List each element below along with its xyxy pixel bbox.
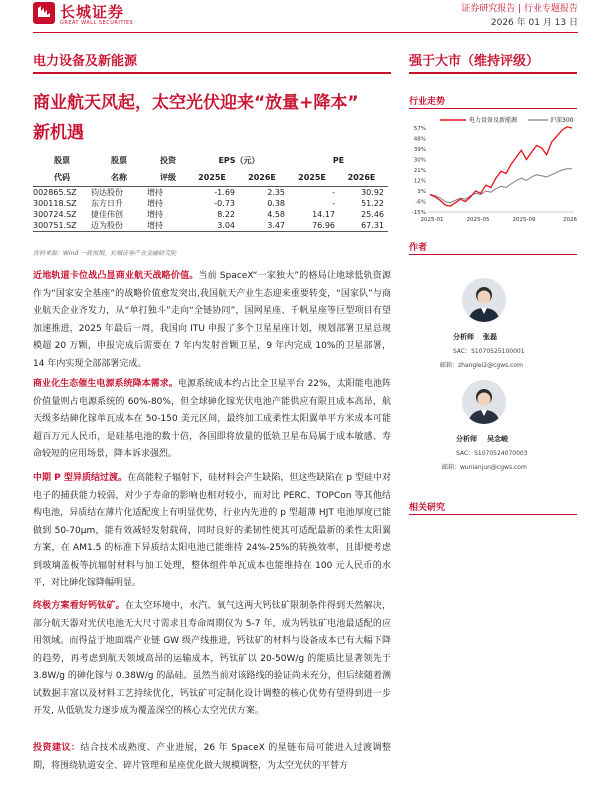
header-eps-2025: 2025E bbox=[198, 173, 226, 182]
paragraph-lead: 近地轨道卡位战凸显商业航天战略价值。 bbox=[33, 271, 199, 281]
pe-2026: 67.31 bbox=[361, 221, 384, 230]
eps-2025: 8.22 bbox=[217, 210, 235, 219]
chart-legend bbox=[440, 116, 574, 124]
analyst-1-name: 张磊 bbox=[483, 333, 497, 341]
y-tick-label: 21% bbox=[413, 168, 426, 174]
stock-rating: 增持 bbox=[147, 188, 163, 197]
stock-rating: 增持 bbox=[147, 210, 163, 219]
analyst-2-name: 吴念峻 bbox=[487, 435, 508, 443]
header-eps: EPS（元） bbox=[218, 156, 260, 165]
header-code-2: 代码 bbox=[54, 173, 70, 182]
y-tick-label: -15% bbox=[411, 210, 426, 216]
person-icon bbox=[462, 278, 506, 322]
paragraph-text: 在高能粒子辐射下，硅材料会产生缺陷，但这些缺陷在 p 型硅中对电子的捕获能力较弱，对少子寿命的影响也相对较小，而对比 PERC、TOPCon 等其他结构电池，异质结在薄片化适配度上有明显优势，行业内先进的 p 型超薄 HJT 电池厚度已能做到 50-70μm，能有效减轻发射载荷，同时良好的柔韧性使其可适配最新的柔性太阳翼方案，在 AM1.5 的标准下异质结太阳电池已能维持 24%-25%的转换效率，且即便考虑到玻璃盖板等抗辐射材料与加工处理，整体组件单瓦成本也能维持在 100 元人民币的水平，对比砷化镓降幅明显。 bbox=[33, 473, 391, 588]
rating-divider bbox=[409, 72, 577, 74]
pe-2025: 14.17 bbox=[312, 210, 335, 219]
sector-divider bbox=[33, 72, 391, 74]
stock-name: 东方日升 bbox=[91, 199, 123, 208]
related-heading: 相关研究 bbox=[409, 503, 446, 513]
table-header-row-1 bbox=[33, 152, 388, 169]
person-icon bbox=[462, 380, 506, 424]
table-header-row-2 bbox=[33, 169, 388, 187]
header-eps-2026: 2026E bbox=[248, 173, 276, 182]
paragraph-text: 结合技术成熟度、产业进展，26 年 SpaceX 的星链布局可能进入过渡调整期，将围绕轨道安全、碎片管理和星座优化做大规模调整，为太空光伏的平替方 bbox=[33, 743, 391, 771]
brand-name: 长城证券 bbox=[60, 3, 125, 21]
great-wall-logo-icon bbox=[37, 5, 51, 19]
chart-series bbox=[430, 127, 572, 206]
paragraph-text: 当前 SpaceX“一家独大”的格局让地球低轨资源作为“国家安全基座”的战略价值愈发突出,我国航天产业生态迎来重要转变，“国家队”与商业航天企业齐发力，从“单打独斗”走向“全链协同”，国网星座、千帆星座等巨型项目有望加速推进，2025 年最后一周，我国向 ITU 申报了多个卫星星座计划，规划部署卫星总规模超 20 万颗，申报完成后需要在 7 年内发射首颗卫星，9 年内完成 10%的卫星部署，14 年内实现全部部署完成。 bbox=[33, 271, 391, 369]
header-pe-2026: 2026E bbox=[347, 173, 376, 182]
pe-2025: 76.96 bbox=[312, 221, 335, 230]
chart-x-axis bbox=[421, 217, 578, 223]
chart-y-axis bbox=[412, 126, 426, 216]
stock-name: 钧达股份 bbox=[91, 188, 123, 197]
analyst-avatar bbox=[462, 278, 506, 322]
report-category: 证券研究报告 | 行业专题报告 bbox=[461, 4, 578, 14]
y-tick-label: 12% bbox=[413, 178, 426, 185]
table-row bbox=[33, 209, 388, 220]
x-tick-label: 2025-05 bbox=[466, 217, 490, 223]
legend-label-hs300: 沪深300 bbox=[550, 117, 574, 124]
x-tick-label: 2025-01 bbox=[420, 217, 444, 223]
paragraph-lead: 中期 P 型异质结过渡。 bbox=[33, 473, 128, 483]
x-tick-label: 2025-09 bbox=[512, 217, 536, 223]
eps-2026: 4.58 bbox=[267, 210, 285, 219]
eps-2026: 0.38 bbox=[267, 199, 285, 208]
eps-2026: 2.35 bbox=[267, 188, 285, 197]
y-tick-label: 57% bbox=[413, 126, 426, 132]
pe-2025: - bbox=[332, 188, 335, 197]
paragraph-cost-demand bbox=[33, 376, 391, 464]
stock-code: 002865.SZ bbox=[33, 188, 77, 197]
paragraph-lead: 终极方案看好钙钛矿。 bbox=[33, 601, 125, 611]
analyst-1-sac: SAC：S1070525100001 bbox=[453, 348, 525, 355]
x-tick-label: 2026 bbox=[563, 217, 577, 223]
paragraph-leo-positioning bbox=[33, 268, 391, 373]
stock-rating: 增持 bbox=[147, 199, 163, 208]
header-rating-2: 评级 bbox=[160, 173, 176, 182]
paragraph-p-type-hjt bbox=[33, 470, 391, 593]
pe-2025: - bbox=[332, 199, 335, 208]
analyst-2-sac: SAC：S1070524070003 bbox=[456, 450, 528, 457]
sector-label: 电力设备及新能源 bbox=[33, 54, 138, 69]
stock-name: 捷佳伟创 bbox=[91, 210, 123, 219]
report-title bbox=[33, 88, 403, 148]
stock-table bbox=[33, 152, 388, 232]
trend-heading: 行业走势 bbox=[409, 97, 446, 107]
header-divider bbox=[33, 32, 578, 33]
table-source-note: 资料来源：Wind 一致预期，长城证券产业金融研究院 bbox=[33, 250, 177, 257]
y-tick-label: 3% bbox=[417, 189, 426, 195]
stock-code: 300118.SZ bbox=[33, 199, 77, 208]
title-line-1: 商业航天风起，太空光伏迎来“放量+降本” bbox=[33, 93, 359, 113]
paragraph-lead: 商业化生态催生电源系统降本需求。 bbox=[33, 379, 178, 389]
stock-name: 迈为股份 bbox=[91, 221, 123, 230]
analyst-1-email[interactable]: 邮箱：zhanglei2@cgws.com bbox=[440, 362, 523, 369]
paragraph-investment-advice bbox=[33, 740, 391, 775]
series-line bbox=[430, 127, 572, 206]
header-name-1: 股票 bbox=[111, 156, 127, 165]
trend-chart bbox=[404, 114, 580, 228]
eps-2025: -0.73 bbox=[214, 199, 235, 208]
pe-2026: 30.92 bbox=[361, 188, 384, 197]
rating-label: 强于大市（维持评级） bbox=[409, 54, 540, 69]
analyst-2-role: 分析师 bbox=[456, 435, 477, 443]
y-tick-label: 48% bbox=[413, 136, 426, 143]
header-rating-1: 投资 bbox=[160, 156, 176, 165]
header-pe: PE bbox=[332, 156, 345, 165]
trend-divider bbox=[409, 108, 577, 109]
authors-divider bbox=[409, 254, 577, 255]
header-name-2: 名称 bbox=[111, 173, 127, 182]
header-code-1: 股票 bbox=[54, 156, 70, 165]
table-row bbox=[33, 198, 388, 209]
title-line-2: 新机遇 bbox=[33, 123, 84, 143]
y-tick-label: -6% bbox=[415, 199, 426, 206]
pe-2026: 51.22 bbox=[361, 199, 384, 208]
brand-name-en: GREAT WALL SECURITIES bbox=[60, 20, 134, 26]
paragraph-text: 在太空环境中，水汽、氧气这两大钙钛矿限制条件得到天然解决，部分航天器对光伏电池无大尺寸需求且寿命周期仅为 5-7 年，成为钙钛矿电池最适配的应用领域。而得益于地面端产业链 GW 级产线推进，钙钛矿的材料与设备成本已有大幅下降的趋势，再考虑到航天领域高昂的运输成本，钙钛矿以 20-50W/g 的能质比显著领先于 3.8W/g 的砷化镓与 0.38W/g 的晶硅。虽然当前对该路线的验证尚未充分，但后续随着测试数据丰富以及材料工艺持续优化，钙钛矿可定制化设计调整的核心优势有望得到进一步开发, 从低轨发力逐步成为覆盖深空的核心太空光伏方案。 bbox=[33, 601, 391, 716]
related-divider bbox=[409, 514, 577, 515]
y-tick-label: 39% bbox=[413, 147, 426, 153]
series-line bbox=[430, 169, 572, 203]
report-date: 2026 年 01 月 13 日 bbox=[490, 18, 578, 28]
header-pe-2025: 2025E bbox=[298, 173, 326, 182]
eps-2026: 3.47 bbox=[267, 221, 285, 230]
legend-label-sector: 电力设备及新能源 bbox=[469, 117, 518, 124]
stock-rating: 增持 bbox=[147, 221, 163, 230]
paragraph-perovskite bbox=[33, 598, 391, 721]
eps-2025: -1.69 bbox=[214, 188, 235, 197]
y-tick-label: 30% bbox=[413, 157, 426, 164]
eps-2025: 3.04 bbox=[217, 221, 235, 230]
authors-heading: 作者 bbox=[409, 243, 428, 253]
stock-code: 300724.SZ bbox=[33, 210, 77, 219]
stock-code: 300751.SZ bbox=[33, 221, 77, 230]
paragraph-lead: 投资建议： bbox=[33, 743, 81, 753]
table-row bbox=[33, 187, 388, 199]
analyst-avatar bbox=[462, 380, 506, 424]
table-row bbox=[33, 220, 388, 232]
analyst-1-role: 分析师 bbox=[453, 333, 474, 341]
paragraph-text: 电源系统成本约占比全卫星平台 22%，太阳能电池阵价值量则占电源系统的 60%-80%，但全球砷化镓光伏电池产能供应有限且成本高昂，航天级多结砷化镓单瓦成本在 50-150 美元区间，最终加工成柔性太阳翼单平方米成本可能超百万元人民币，是硅基电池的数十倍，各国即将放量的低轨卫星布局属于成本敏感、寿命较短的应用场景，降本诉求强烈。 bbox=[33, 379, 391, 459]
analyst-2-email[interactable]: 邮箱：wunianjun@cgws.com bbox=[442, 464, 527, 471]
pe-2026: 25.46 bbox=[361, 210, 384, 219]
